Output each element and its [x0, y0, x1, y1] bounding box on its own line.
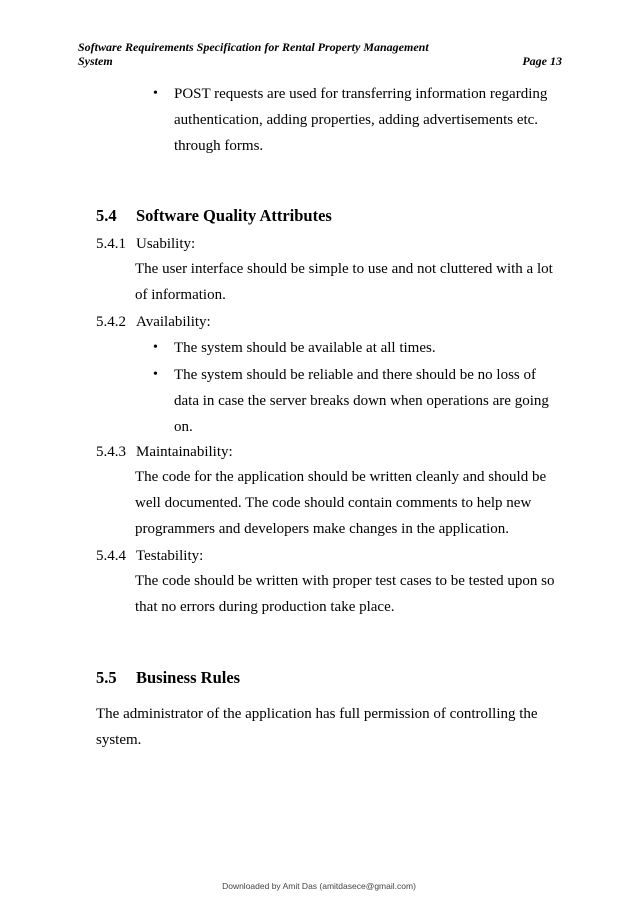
download-footer: Downloaded by Amit Das (amitdasece@gmail.com) [222, 881, 416, 891]
subsection-heading-maintainability [96, 441, 233, 463]
subsection-heading-availability [96, 311, 211, 333]
subsection-heading-usability [96, 233, 195, 255]
testability-text: The code should be written with proper test cases to be tested upon so that no errors during production take place. [135, 573, 555, 615]
section-heading-5-4 [96, 205, 332, 227]
bullet-icon: • [153, 340, 158, 355]
header-title-line1: Software Requirements Specification for Rental Property Management [78, 40, 429, 54]
page-number: Page 13 [522, 54, 562, 68]
subsection-title: Availability: [136, 314, 211, 330]
list-item [153, 362, 564, 440]
maintainability-text: The code for the application should be written cleanly and should be well documented. The code should contain comments to help new programmers and developers make changes in the application. [135, 469, 547, 537]
subsection-heading-testability [96, 545, 203, 567]
subsection-title: Usability: [136, 236, 196, 252]
subsection-number: 5.4.2 [96, 314, 126, 330]
bullet-icon: • [153, 86, 158, 101]
bullet-text: The system should be available at all times. [174, 340, 436, 356]
subsection-number: 5.4.1 [96, 236, 126, 252]
business-rules-text: The administrator of the application has full permission of controlling the system. [96, 706, 538, 748]
section-heading-5-5 [96, 667, 240, 689]
section-number: 5.5 [96, 668, 117, 687]
running-header [78, 40, 562, 68]
bullet-text: POST requests are used for transferring information regarding authentication, adding properties, adding advertisements etc. through forms. [174, 86, 548, 154]
header-title-line2: System [78, 54, 113, 68]
subsection-title: Maintainability: [136, 444, 233, 460]
list-item [153, 81, 564, 159]
subsection-title: Testability: [136, 548, 204, 564]
subsection-number: 5.4.3 [96, 444, 126, 460]
section-title: Business Rules [136, 668, 241, 687]
subsection-number: 5.4.4 [96, 548, 126, 564]
bullet-icon: • [153, 367, 158, 382]
bullet-text: The system should be reliable and there should be no loss of data in case the server breaks down when operations are going on. [174, 367, 549, 435]
list-item [153, 335, 564, 361]
section-number: 5.4 [96, 206, 117, 225]
usability-text: The user interface should be simple to use and not cluttered with a lot of information. [135, 261, 553, 303]
section-title: Software Quality Attributes [136, 206, 332, 225]
